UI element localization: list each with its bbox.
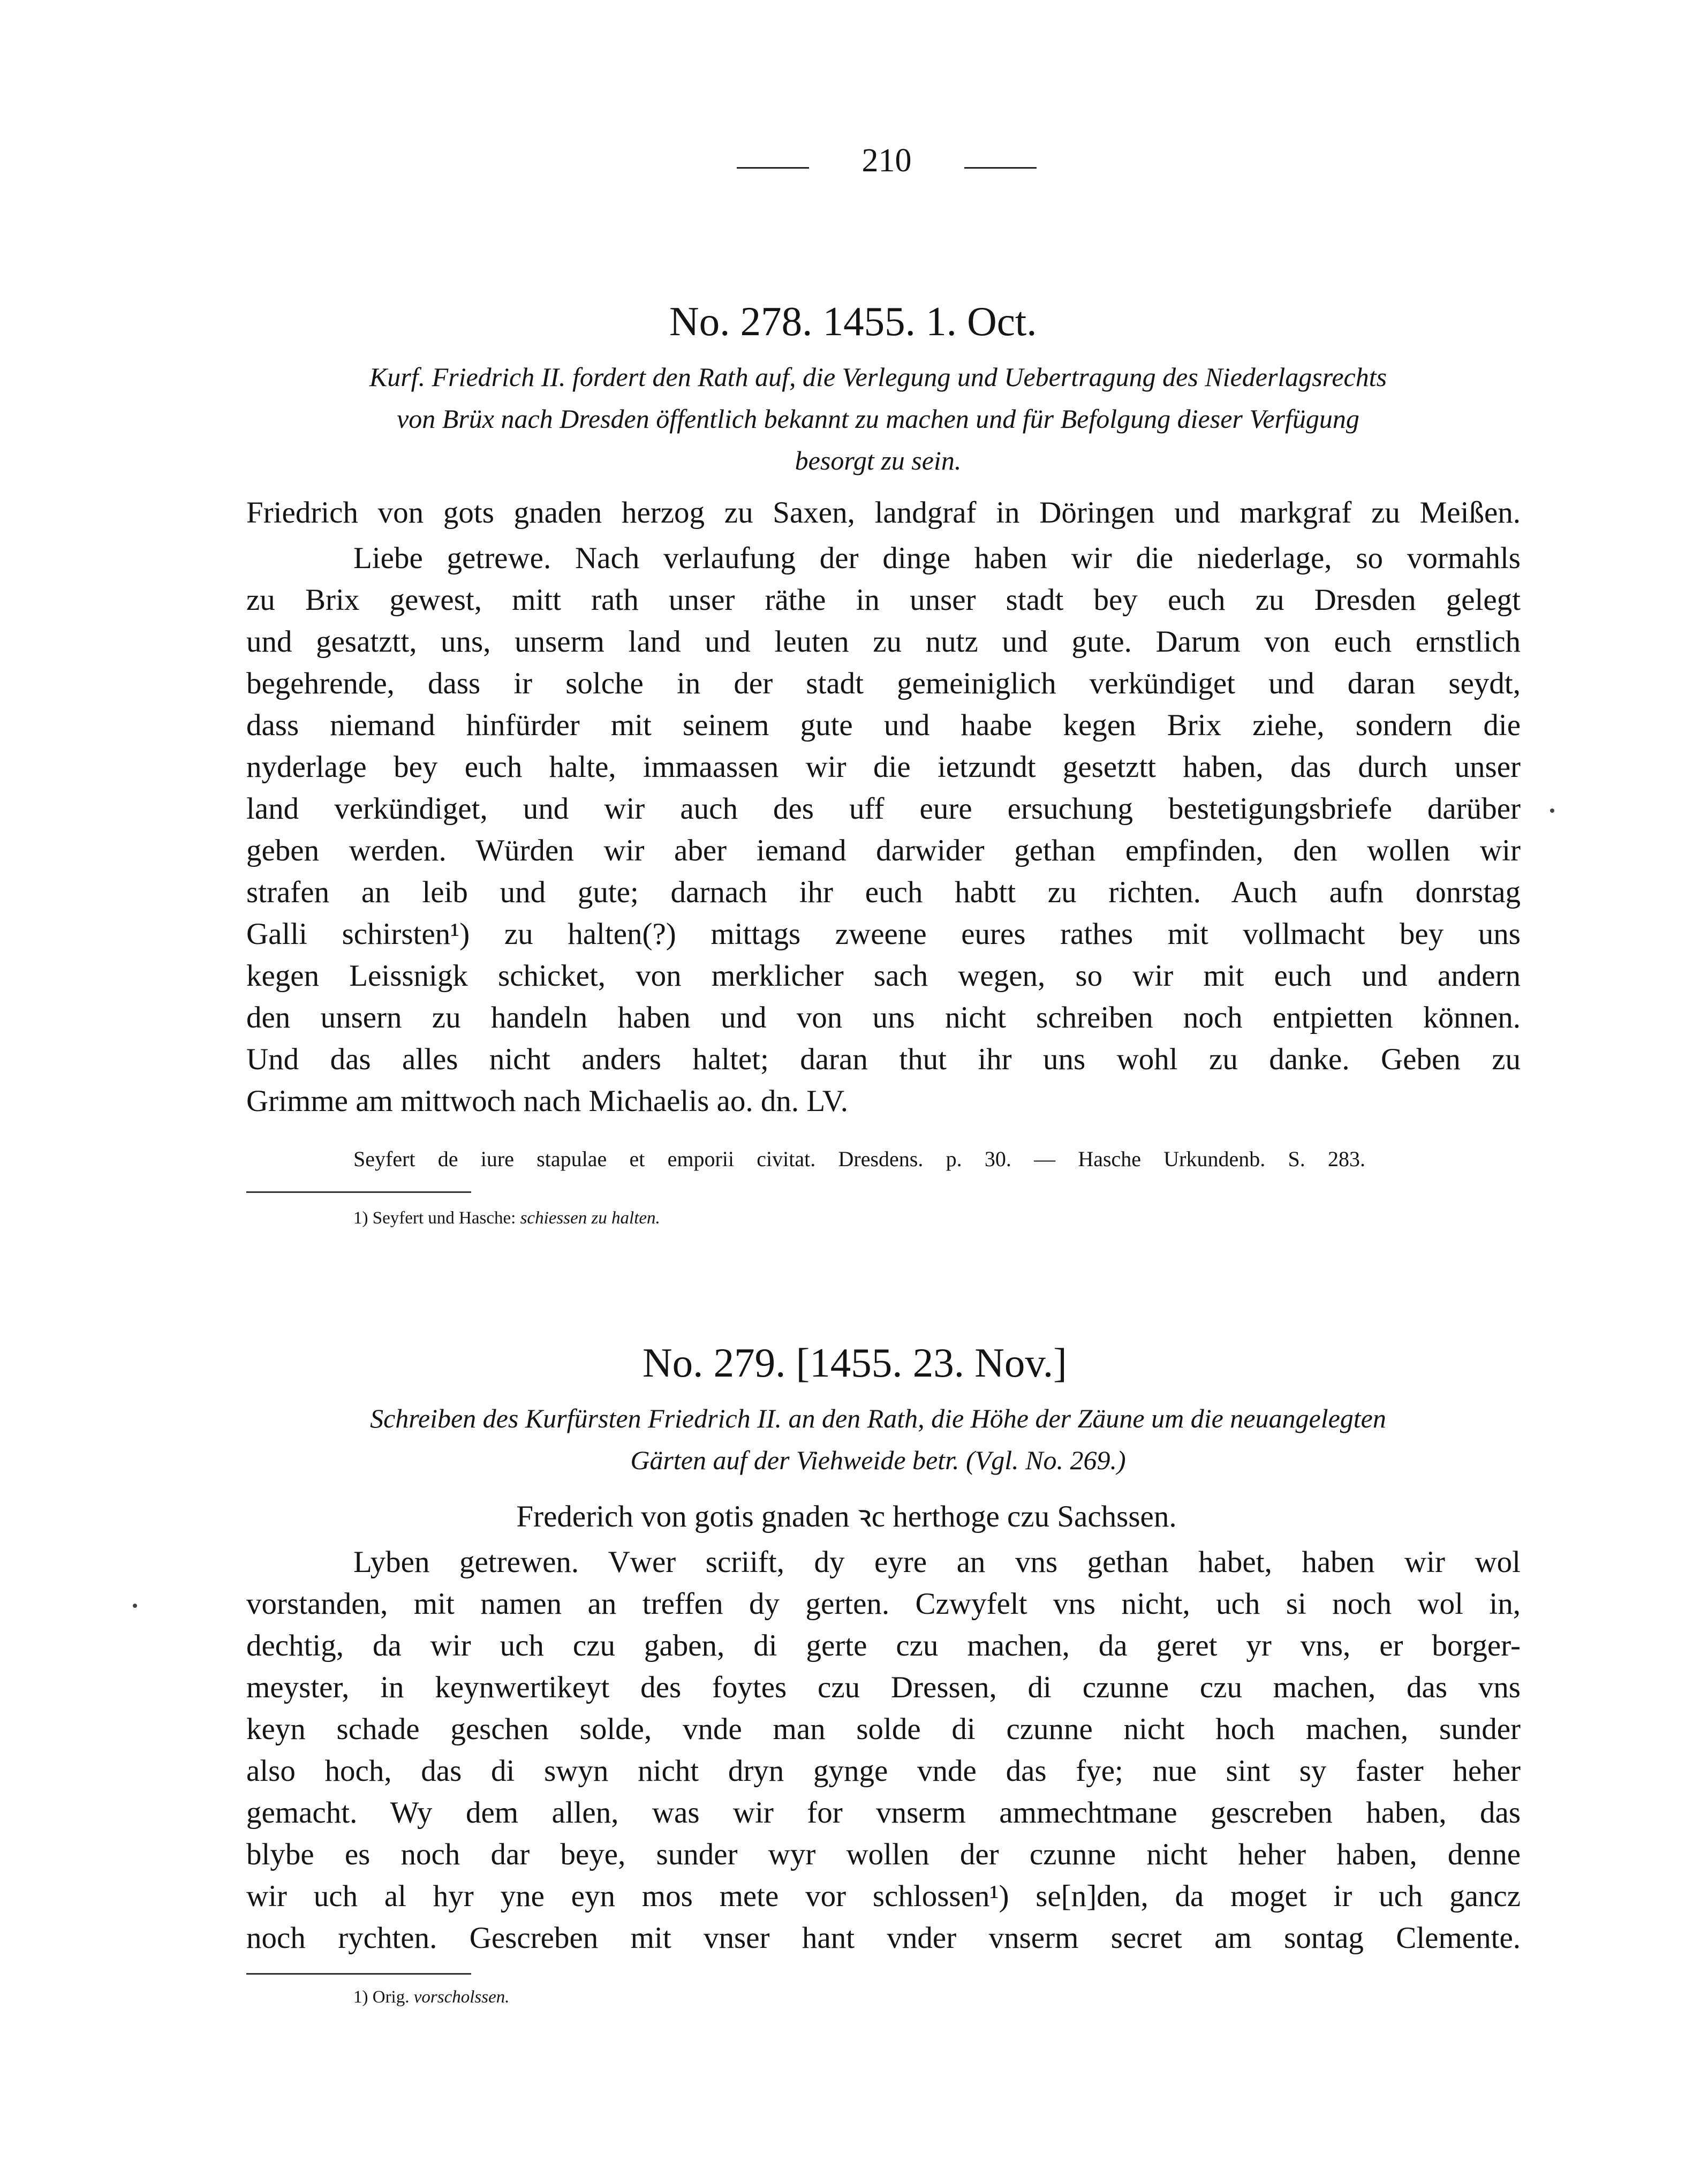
doc-278-summary-line: von Brüx nach Dresden öffentlich bekannt zu machen und für Befolgung dieser Verfügung [397,404,1359,434]
doc-279-footnote-italic: vorscholssen. [413,1987,510,2007]
page-number-header [737,134,1037,187]
scan-speck [1550,808,1554,813]
doc-279-text-line: also hoch, das di swyn nicht dryn gynge vnde das fye; nue sint sy faster heher [246,1754,1521,1788]
doc-279-greeting: Frederich von gotis gnaden ꝛc herthoge czu Sachssen. [516,1500,1177,1533]
doc-278-text-line: kegen Leissnigk schicket, von merklicher sach wegen, so wir mit euch und andern [246,959,1521,993]
doc-279-heading: No. 279. [1455. 23. Nov.] [643,1340,1067,1386]
doc-278-footnote-text: 1) Seyfert und Hasche: [353,1208,516,1228]
doc-278-summary-line: Kurf. Friedrich II. fordert den Rath auf, die Verlegung und Uebertragung des Niederlagsrechts [369,362,1387,392]
page-number: 210 [861,142,912,179]
doc-278-text-line: zu Brix gewest, mitt rath unser räthe in unser stadt bey euch zu Dresden gelegt [246,583,1521,617]
doc-278-text-line: strafen an leib und gute; darnach ihr euch habtt zu richten. Auch aufn donrstag [246,875,1521,909]
doc-279-text-line: gemacht. Wy dem allen, was wir for vnserm ammechtmane gescreben haben, das [246,1796,1521,1830]
doc-279-text-line: wir uch al hyr yne eyn mos mete vor schlossen¹) se[n]den, da moget ir uch gancz [246,1879,1521,1913]
doc-278-summary-line: besorgt zu sein. [795,445,962,475]
doc-278-footnote-rule [246,1191,471,1193]
scan-speck [133,1604,137,1608]
doc-278-source-citation: Seyfert de iure stapulae et emporii civitat. Dresdens. p. 30. — Hasche Urkundenb. S. 283. [353,1147,1365,1171]
doc-279-footnote-rule [246,1973,471,1975]
doc-279-text-line: meyster, in keynwertikeyt des foytes czu Dressen, di czunne czu machen, das vns [246,1671,1521,1704]
doc-278-heading: No. 278. 1455. 1. Oct. [669,298,1037,344]
doc-278-text-line: und gesatztt, uns, unserm land und leuten zu nutz und gute. Darum von euch ernstlich [246,625,1521,659]
doc-278-text-line: Liebe getrewe. Nach verlaufung der dinge haben wir die niederlage, so vormahls [353,541,1521,575]
doc-279-summary-line: Schreiben des Kurfürsten Friedrich II. an den Rath, die Höhe der Zäune um die neuangelegten [370,1403,1386,1433]
doc-278-text-line: begehrende, dass ir solche in der stadt gemeiniglich verkündiget und daran seydt, [246,667,1521,700]
doc-278-text-line-last: Grimme am mittwoch nach Michaelis ao. dn. LV. [246,1084,848,1118]
doc-278-text-line: Galli schirsten¹) zu halten(?) mittags zweene eures rathes mit vollmacht bey uns [246,917,1521,951]
doc-279-text-line: noch rychten. Gescreben mit vnser hant vnder vnserm secret am sontag Clemente. [246,1921,1521,1955]
doc-279-text-line: Lyben getrewen. Vwer scriift, dy eyre an vns gethan habet, haben wir wol [353,1545,1521,1579]
header-rule-right [964,167,1037,169]
doc-279-summary-line: Gärten auf der Viehweide betr. (Vgl. No. 269.) [630,1445,1126,1475]
doc-278-text-line: dass niemand hinfürder mit seinem gute und haabe kegen Brix ziehe, sondern die [246,708,1521,742]
doc-279-text-line: keyn schade geschen solde, vnde man solde di czunne nicht hoch machen, sunder [246,1712,1521,1746]
doc-278-text-line: Und das alles nicht anders haltet; daran thut ihr uns wohl zu danke. Geben zu [246,1042,1521,1076]
doc-279-text-line: dechtig, da wir uch czu gaben, di gerte czu machen, da geret yr vns, er borger- [246,1629,1521,1662]
doc-279-footnote-text: 1) Orig. [353,1987,410,2007]
doc-279-text-line: blybe es noch dar beye, sunder wyr wollen der czunne nicht heher haben, denne [246,1838,1521,1871]
doc-278-text-line: den unsern zu handeln haben und von uns nicht schreiben noch entpietten können. [246,1001,1521,1034]
doc-278-text-line: geben werden. Würden wir aber iemand darwider gethan empfinden, den wollen wir [246,834,1521,867]
header-rule-left [737,167,809,169]
doc-279-footnote [353,1984,509,2011]
doc-278-text-line: nyderlage bey euch halte, immaassen wir die ietzundt gesetztt haben, das durch unser [246,750,1521,784]
doc-279-text-line: vorstanden, mit namen an treffen dy gerten. Czwyfelt vns nicht, uch si noch wol in, [246,1587,1521,1621]
doc-278-greeting: Friedrich von gots gnaden herzog zu Saxen, landgraf in Döringen und markgraf zu Meißen. [246,496,1521,530]
doc-278-footnote-italic: schiessen zu halten. [520,1208,660,1228]
doc-278-text-line: land verkündiget, und wir auch des uff eure ersuchung bestetigungsbriefe darüber [246,792,1521,826]
doc-278-footnote [353,1205,660,1231]
